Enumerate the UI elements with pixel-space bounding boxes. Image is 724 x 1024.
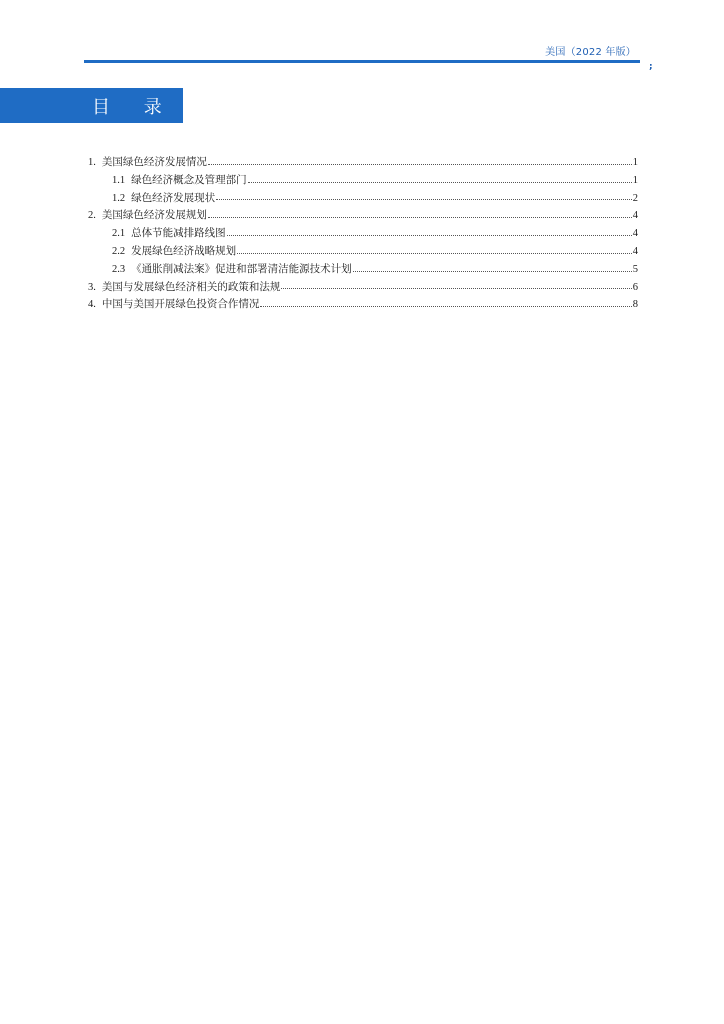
header-title: 美国（2022 年版）: [545, 47, 636, 58]
toc-entry-label: 《通胀削减法案》促进和部署清洁能源技术计划: [131, 262, 352, 275]
toc-entry[interactable]: [88, 279, 638, 297]
toc-leader-dots: [208, 217, 632, 218]
toc-entry[interactable]: [88, 225, 638, 243]
toc-entry-label: 美国与发展绿色经济相关的政策和法规: [101, 280, 281, 293]
toc-entry-number: 3.: [88, 281, 96, 293]
toc-entry-page: 4: [632, 210, 638, 222]
toc-leader-dots: [237, 253, 632, 254]
toc-entry[interactable]: [88, 261, 638, 279]
toc-leader-dots: [260, 306, 631, 307]
toc-entry-label: 美国绿色经济发展规划: [101, 209, 207, 222]
toc-entry-page: 1: [632, 157, 638, 168]
toc-entry-number: 2.1: [112, 228, 126, 240]
toc-entry-page: 2: [632, 192, 638, 204]
toc-entry[interactable]: [88, 172, 638, 190]
toc-entry-label: 中国与美国开展绿色投资合作情况: [101, 298, 260, 311]
toc-entry-page: 6: [632, 281, 638, 293]
toc-entry-page: 4: [632, 245, 638, 257]
header-rule: [84, 60, 640, 63]
toc-entry-page: 8: [632, 299, 638, 311]
toc-entry-page: 4: [632, 228, 638, 240]
toc-entry[interactable]: [88, 154, 638, 172]
toc-leader-dots: [227, 235, 632, 236]
toc-entry-number: 1.: [88, 157, 96, 168]
toc-title: 目 录: [92, 97, 176, 118]
toc-leader-dots: [216, 199, 632, 200]
toc-leader-dots: [208, 164, 632, 165]
toc-entry-label: 绿色经济发展现状: [131, 191, 216, 204]
toc-entry-number: 1.2: [112, 192, 126, 204]
toc-entry-label: 发展绿色经济战略规划: [131, 244, 237, 257]
toc-entry-page: 5: [632, 263, 638, 275]
toc-entry[interactable]: [88, 207, 638, 225]
toc-entry-label: 总体节能减排路线图: [131, 227, 226, 240]
toc-entry[interactable]: [88, 190, 638, 208]
toc-entry[interactable]: [88, 243, 638, 261]
toc-leader-dots: [281, 288, 631, 289]
toc-entry[interactable]: [88, 296, 638, 314]
toc-leader-dots: [248, 182, 632, 183]
toc-entry-label: 绿色经济概念及管理部门: [131, 173, 247, 186]
toc-entry-number: 2.3: [112, 263, 126, 275]
toc-entry-label: 美国绿色经济发展情况: [101, 156, 207, 168]
toc-entry-number: 2.2: [112, 245, 126, 257]
toc-leader-dots: [353, 271, 632, 272]
toc-entry-page: 1: [632, 174, 638, 186]
toc-list: [88, 154, 638, 314]
toc-entry-number: 2.: [88, 210, 96, 222]
header-mark: ;: [649, 62, 653, 72]
toc-entry-number: 1.1: [112, 174, 126, 186]
toc-entry-number: 4.: [88, 299, 96, 311]
